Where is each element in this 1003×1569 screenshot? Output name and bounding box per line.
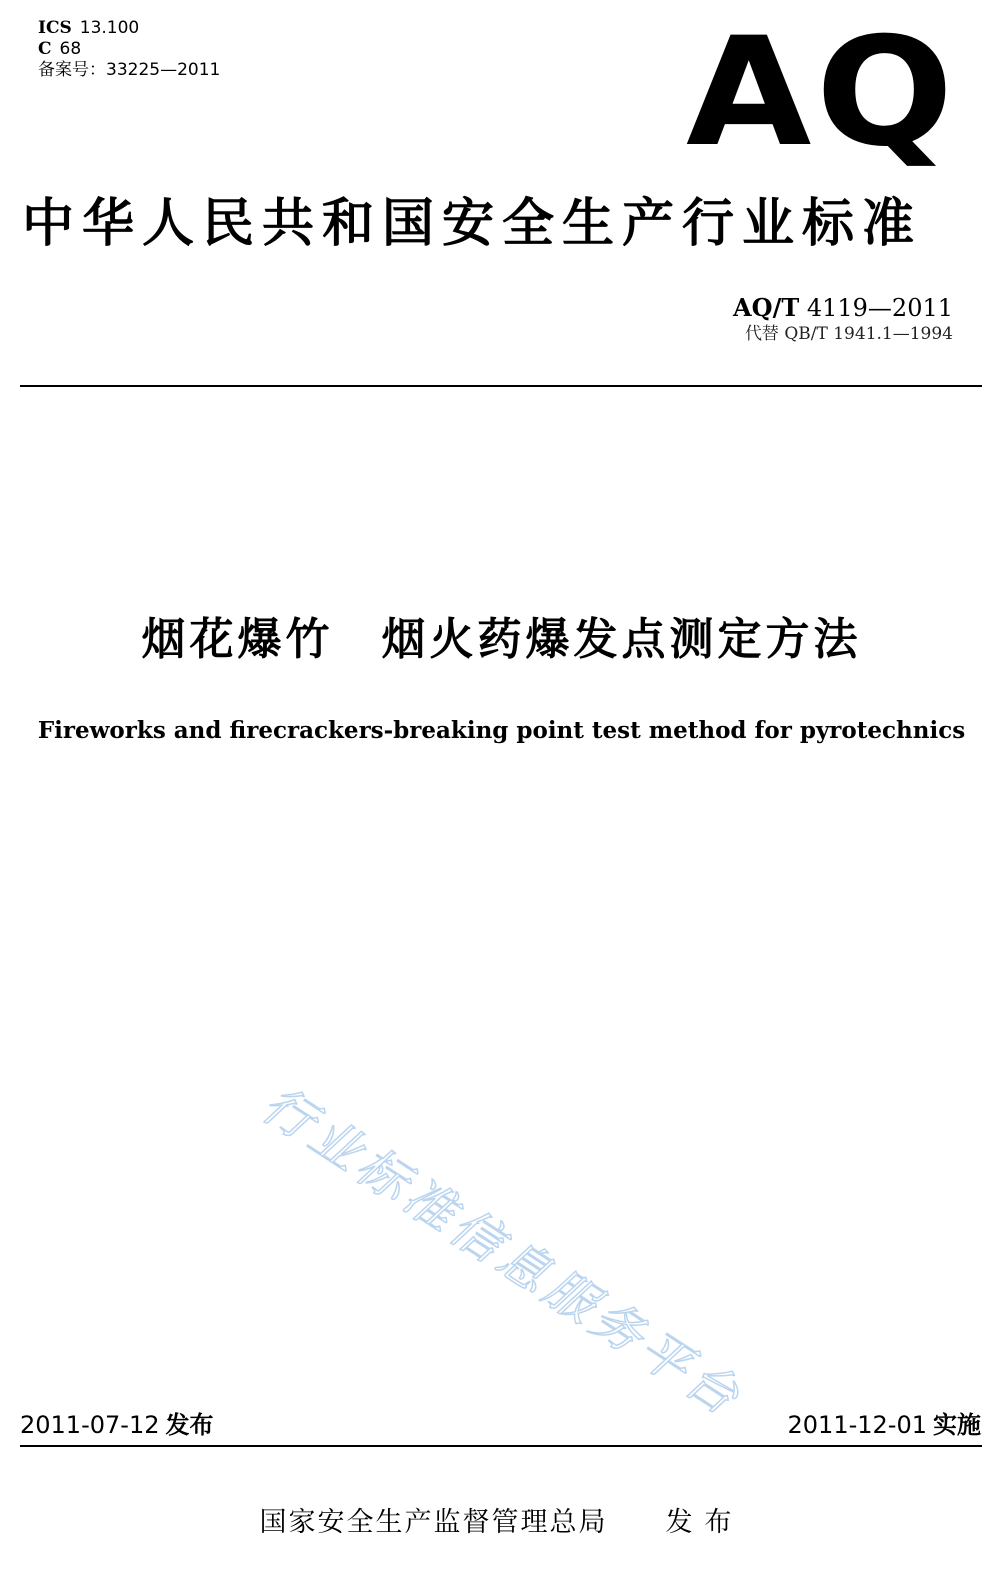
- ccs-label: C: [38, 39, 52, 59]
- classification-block: [38, 18, 220, 81]
- standard-number: [733, 294, 953, 322]
- replaces-standard: 代替 QB/T 1941.1—1994: [744, 324, 953, 344]
- issuing-authority: [0, 1505, 1003, 1541]
- ics-row: [38, 18, 220, 39]
- ccs-value: 68: [59, 39, 82, 59]
- standard-code: AQ/T: [733, 293, 800, 322]
- standard-number-value: 4119—2011: [806, 294, 953, 322]
- aq-logo: AQ: [686, 6, 958, 180]
- implement-date: 2011-12-01: [787, 1411, 927, 1439]
- title-chinese: 烟花爆竹 烟火药爆发点测定方法: [141, 614, 862, 665]
- issue-date-block: [20, 1410, 213, 1440]
- issuer-action: 发布: [665, 1507, 744, 1538]
- issue-date: 2011-07-12: [20, 1411, 160, 1439]
- ics-label: ICS: [38, 18, 72, 38]
- standard-type-heading: 中华人民共和国安全生产行业标准: [22, 194, 923, 254]
- ics-value: 13.100: [79, 18, 140, 38]
- implement-date-block: [788, 1410, 981, 1440]
- top-divider: [20, 385, 982, 387]
- title-english: Fireworks and firecrackers-breaking point test method for pyrotechnics: [37, 717, 966, 744]
- watermark: 行业标准信息服务平台: [252, 1075, 754, 1429]
- issue-label: 发布: [165, 1411, 214, 1439]
- issuer-name: 国家安全生产监督管理总局: [259, 1507, 608, 1538]
- implement-label: 实施: [933, 1411, 981, 1439]
- bottom-divider: [20, 1445, 982, 1447]
- ccs-row: [38, 39, 220, 60]
- filing-number: 备案号：33225—2011: [38, 60, 221, 80]
